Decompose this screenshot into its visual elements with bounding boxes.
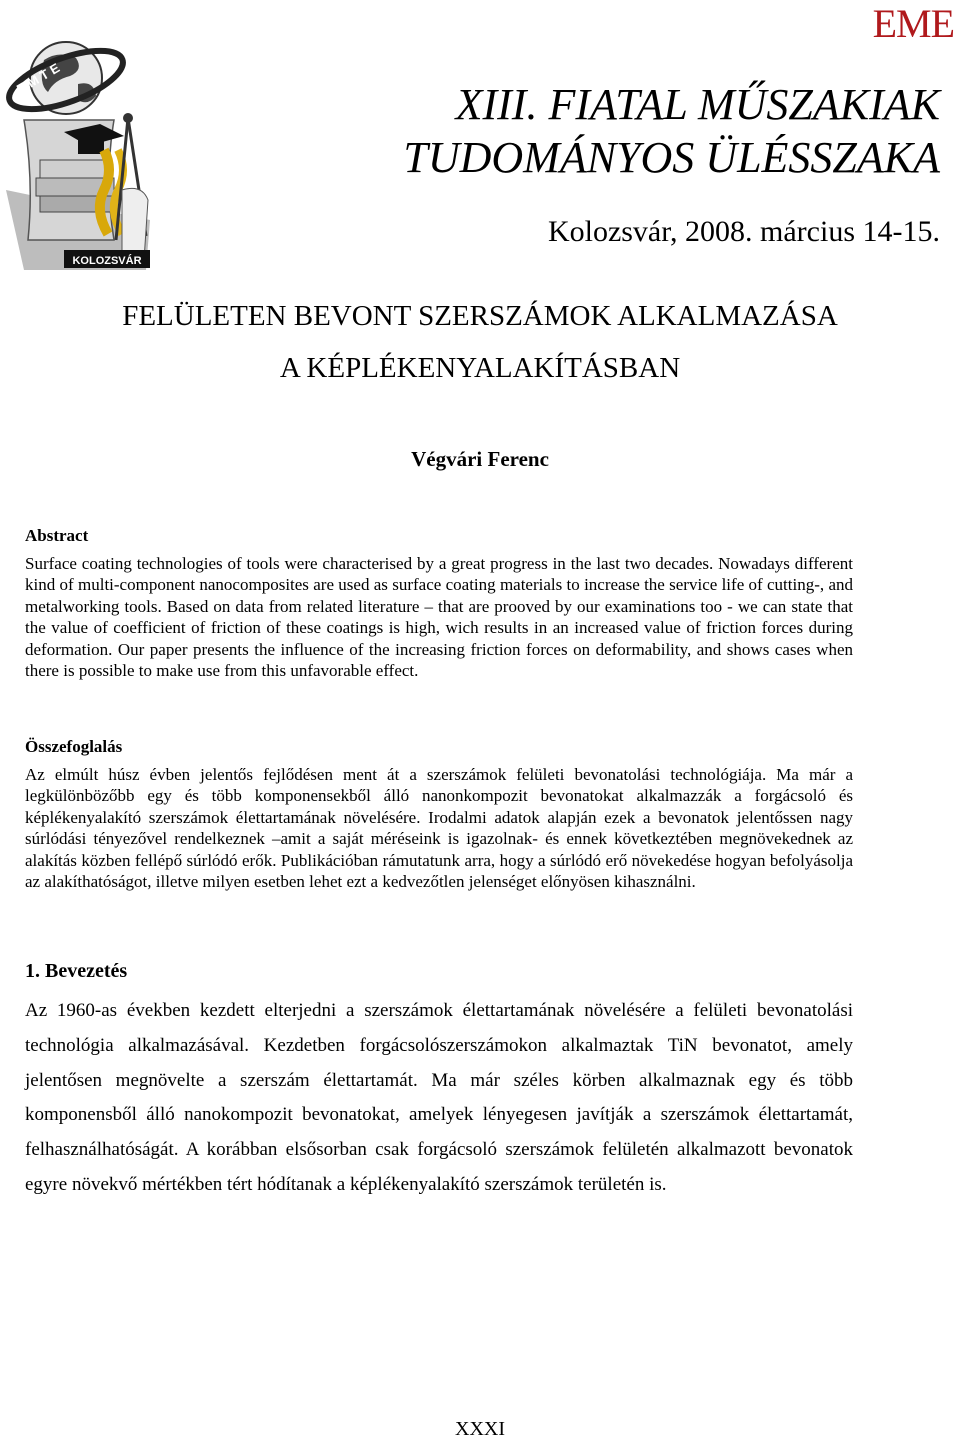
section-1-text: Az 1960-as években kezdett elterjedni a szerszámok élettartamának növelésére a felületi bevonatolási technológia alkalmazásával. Kezdetben forgácsolószerszámokon alkalmaztak TiN bevonatot, amely jelentősen megnövelte a szerszám élettartamát. Ma már széles körben alkalmaznak egy és több komponensből álló nanokompozit bevonatokat, amelyek lényegesen javítják a szerszámok élettartamát, felhasználhatóságát. A korábban elsősorban csak forgácsoló szerszámok felületén alkalmazott bevonatok egyre növekvő mértékben tért hódítanak a képlékenyalakító szerszámok területén is. bbox=[25, 1000, 853, 1195]
conference-place-date: Kolozsvár, 2008. március 14-15. bbox=[547, 215, 940, 248]
summary-text: Az elmúlt húsz évben jelentős fejlődésen ment át a szerszámok felületi bevonatolási technológiája. Ma már a legkülönbözőbb egy és több komponensekből álló nanonkompozit bevonatokat alkalmazzák a forgácsoló és képlékenyalakító szerszámok élettartamának növelésére. Irodalmi adatok alapján ezek a bevonatok jelentőssen nagy súrlódási tényezővel rendelkeznek –amit a saját méréseink is igazolnak- és ennek következtében megnövekednek az alakítás közben fellépő súrlódó erők. Publikációban rámutatunk arra, hogy a súrlódó erő növekedése hogyan befolyásolja az alakíthatóságot, illetve milyen esetben lehet ezt a kedvezőtlen jelenséget előnyösen kihasználni. bbox=[25, 765, 853, 892]
logo-scroll bbox=[122, 188, 148, 260]
page-number: XXXI bbox=[455, 1418, 505, 1440]
conference-logo bbox=[4, 40, 152, 272]
paper-author: Végvári Ferenc bbox=[411, 447, 549, 471]
logo-book bbox=[40, 160, 110, 178]
abstract-heading: Abstract bbox=[25, 526, 89, 545]
section-1-heading: 1. Bevezetés bbox=[25, 960, 128, 982]
paper-title-line-2: A KÉPLÉKENYALAKÍTÁSBAN bbox=[279, 352, 681, 384]
conference-title-line-2: TUDOMÁNYOS ÜLÉSSZAKA bbox=[403, 133, 940, 182]
logo-ring-text: E M T E bbox=[14, 60, 63, 97]
conference-title-line-1: XIII. FIATAL MŰSZAKIAK bbox=[455, 80, 940, 129]
logo-label-text: KOLOZSVÁR bbox=[72, 255, 142, 267]
abstract-text: Surface coating technologies of tools were characterised by a great progress in the last two decades. Nowadays different kind of multi-component nanocomposites are used as surface coating materials to increase the service life of cutting-, and metalworking tools. Based on data from related literature – that are prooved by our examinations too - we can state that the value of coefficient of friction of these coatings is high, wich results in an increased value of friction forces during deformation. Our paper presents the influence of the increasing friction forces on deformability, and shows cases when there is possible to make use from this unfavorable effect. bbox=[25, 554, 853, 681]
summary-heading: Összefoglalás bbox=[25, 737, 123, 756]
paper-title-line-1: FELÜLETEN BEVONT SZERSZÁMOK ALKALMAZÁSA bbox=[122, 300, 838, 332]
eme-brand: EME bbox=[872, 1, 954, 46]
